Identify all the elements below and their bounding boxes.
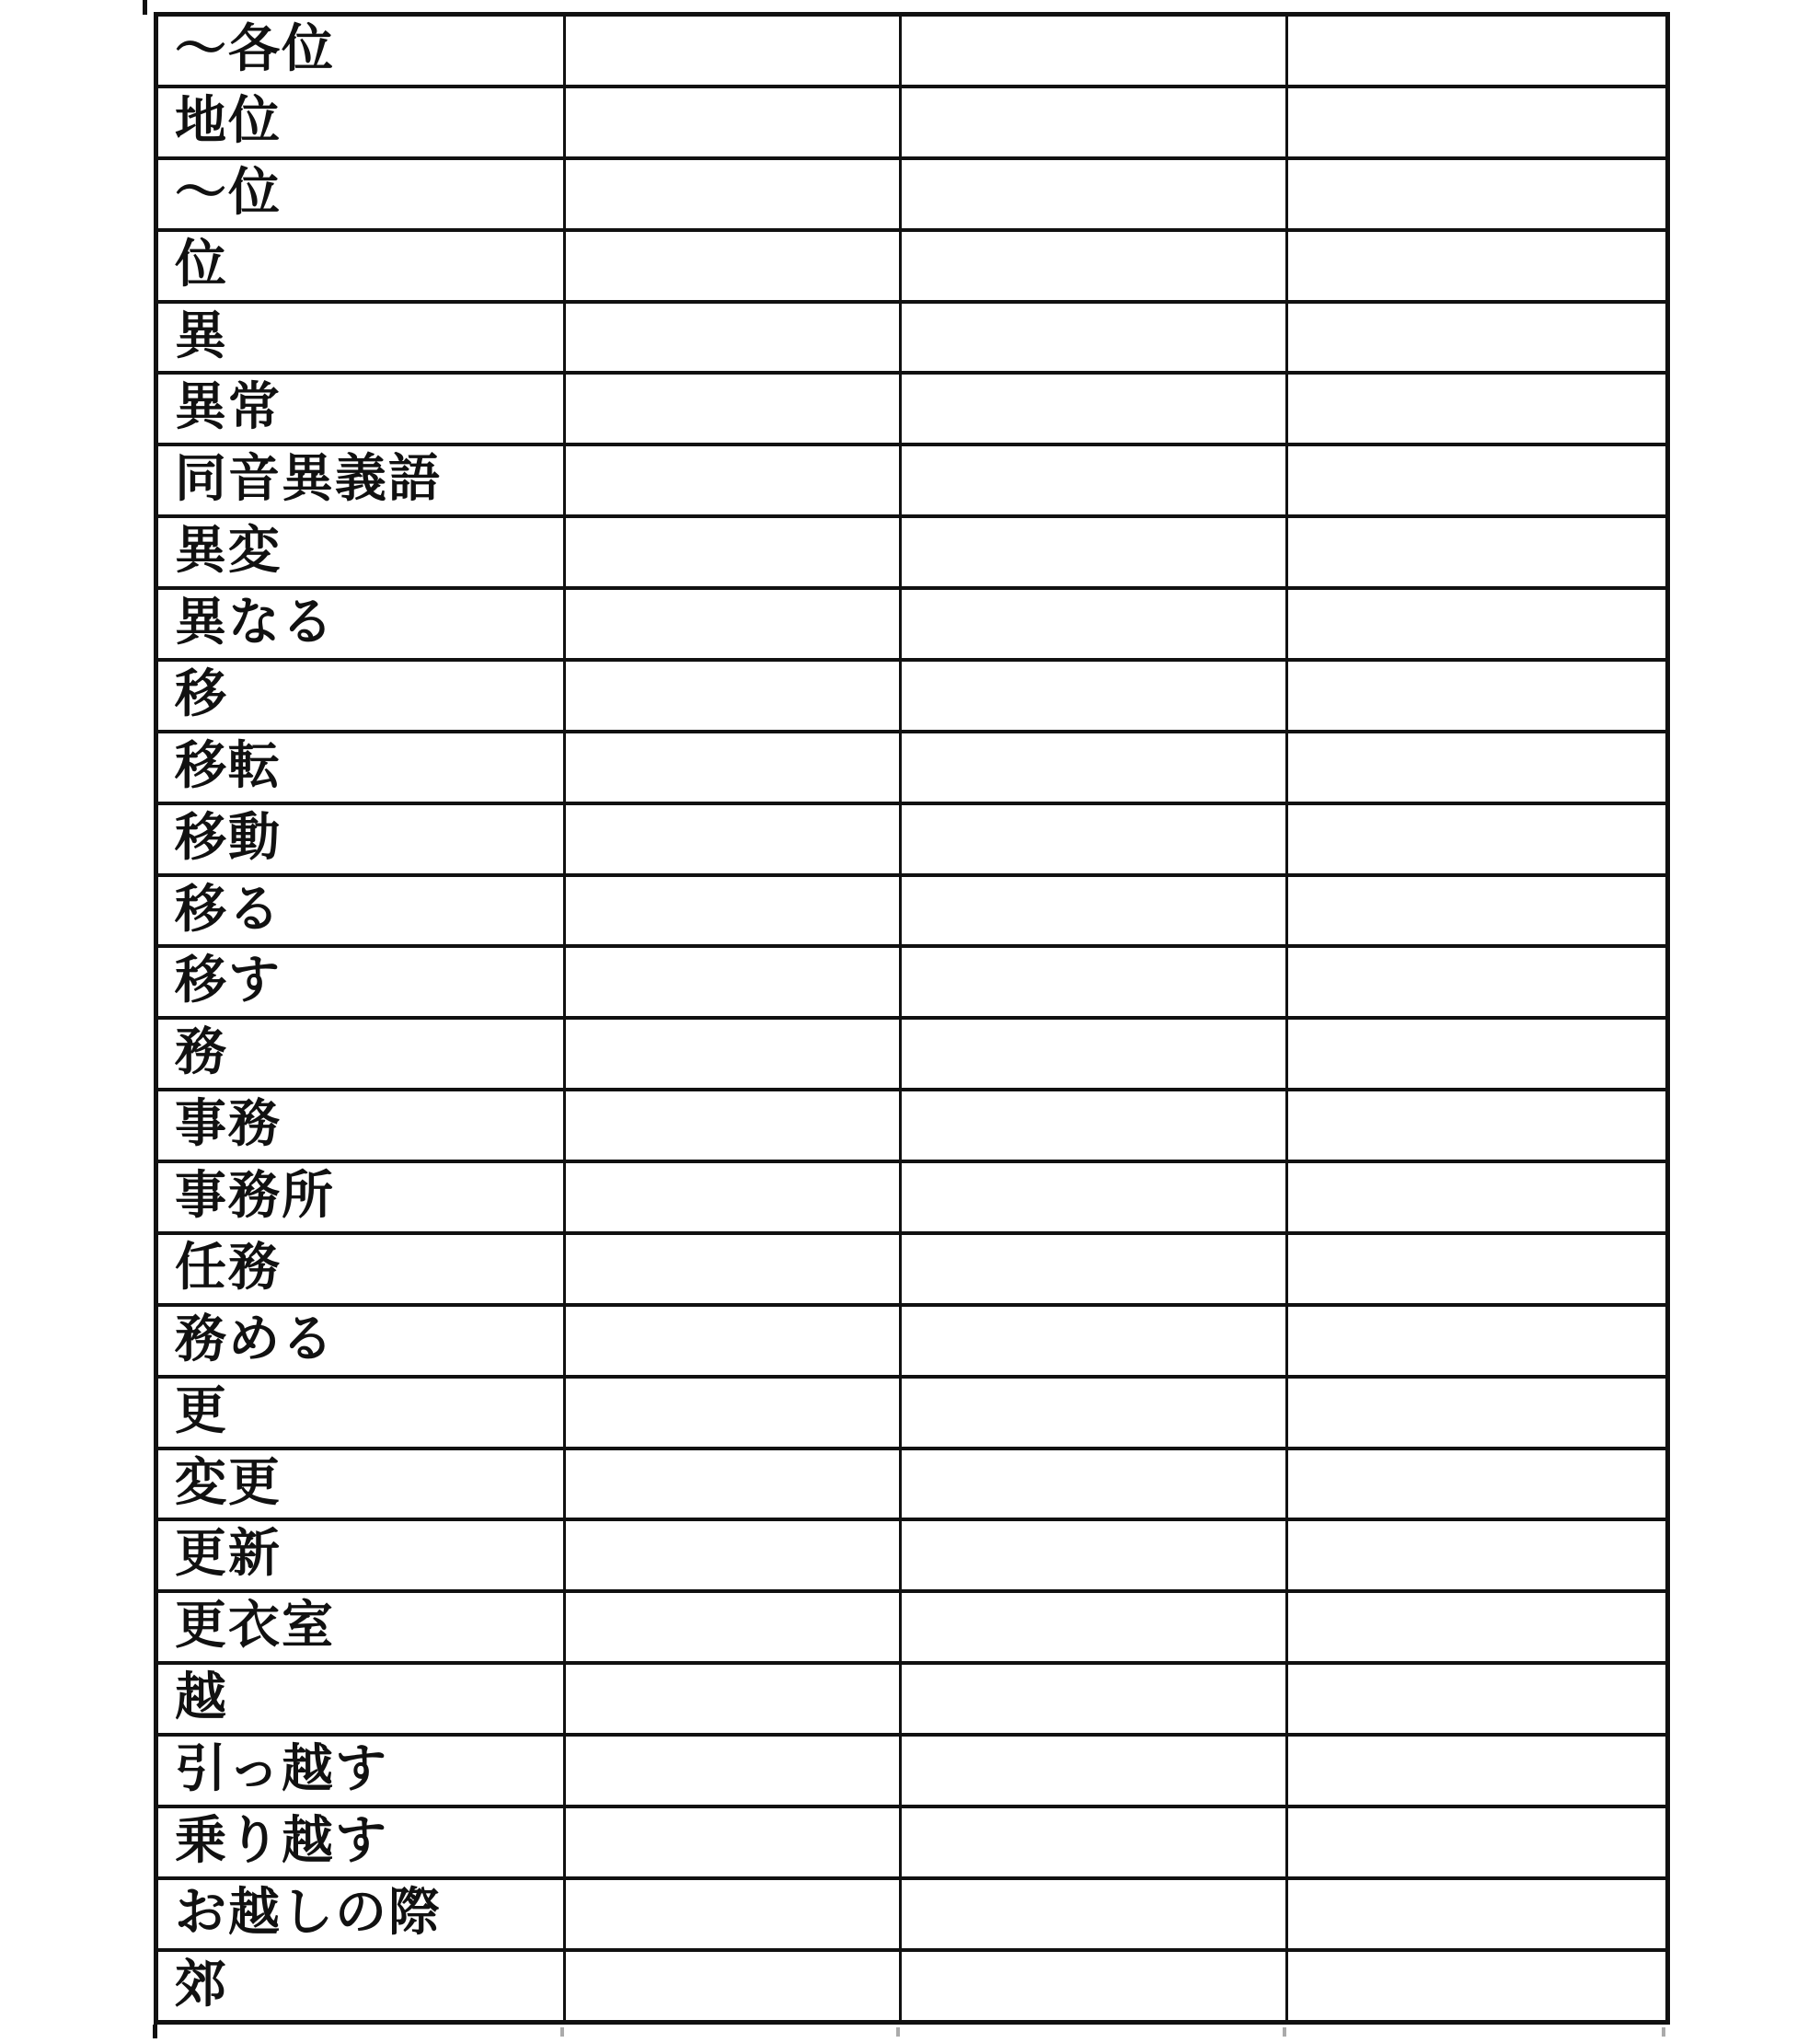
empty-cell — [1287, 15, 1668, 87]
gridline-stub-top — [143, 0, 147, 15]
empty-cell — [901, 1735, 1287, 1806]
table-row — [156, 373, 1668, 444]
word-cell: 務める — [156, 1305, 565, 1377]
empty-cell — [565, 1735, 901, 1806]
empty-cell — [901, 660, 1287, 732]
empty-cell — [901, 732, 1287, 803]
empty-cell — [1287, 660, 1668, 732]
table-row — [156, 1377, 1668, 1449]
empty-cell — [901, 1305, 1287, 1377]
table-row — [156, 1735, 1668, 1806]
word-cell: 務 — [156, 1018, 565, 1090]
empty-cell — [901, 444, 1287, 516]
word-cell: 事務 — [156, 1090, 565, 1161]
table-row — [156, 732, 1668, 803]
empty-cell — [1287, 1806, 1668, 1878]
word-cell: 異 — [156, 302, 565, 374]
empty-cell — [1287, 230, 1668, 302]
table-row — [156, 444, 1668, 516]
table-row — [156, 588, 1668, 660]
empty-cell — [1287, 373, 1668, 444]
empty-cell — [1287, 946, 1668, 1018]
empty-cell — [901, 15, 1287, 87]
empty-cell — [901, 1663, 1287, 1735]
empty-cell — [901, 1878, 1287, 1950]
table-row — [156, 1878, 1668, 1950]
gridline-stub-bottom — [1662, 2027, 1665, 2037]
empty-cell — [565, 302, 901, 374]
empty-cell — [565, 732, 901, 803]
empty-cell — [901, 1233, 1287, 1305]
empty-cell — [565, 230, 901, 302]
empty-cell — [901, 230, 1287, 302]
empty-cell — [565, 803, 901, 875]
empty-cell — [1287, 1663, 1668, 1735]
empty-cell — [901, 1806, 1287, 1878]
empty-cell — [1287, 444, 1668, 516]
empty-cell — [1287, 1233, 1668, 1305]
empty-cell — [565, 1233, 901, 1305]
empty-cell — [1287, 588, 1668, 660]
empty-cell — [565, 1591, 901, 1663]
empty-cell — [565, 946, 901, 1018]
word-cell: 異常 — [156, 373, 565, 444]
word-cell: 郊 — [156, 1950, 565, 2023]
empty-cell — [1287, 1090, 1668, 1161]
table-row — [156, 1233, 1668, 1305]
empty-cell — [565, 15, 901, 87]
empty-cell — [1287, 1950, 1668, 2023]
empty-cell — [565, 1519, 901, 1591]
word-cell: 移転 — [156, 732, 565, 803]
empty-cell — [1287, 516, 1668, 588]
empty-cell — [565, 1377, 901, 1449]
table-row — [156, 1806, 1668, 1878]
word-cell: 位 — [156, 230, 565, 302]
empty-cell — [1287, 1591, 1668, 1663]
empty-cell — [565, 588, 901, 660]
empty-cell — [1287, 1449, 1668, 1520]
table-row — [156, 1018, 1668, 1090]
empty-cell — [1287, 87, 1668, 158]
empty-cell — [565, 1018, 901, 1090]
word-cell: 事務所 — [156, 1161, 565, 1233]
table-row — [156, 15, 1668, 87]
empty-cell — [565, 1806, 901, 1878]
empty-cell — [901, 1449, 1287, 1520]
word-cell: 更新 — [156, 1519, 565, 1591]
empty-cell — [565, 373, 901, 444]
empty-cell — [565, 875, 901, 947]
empty-cell — [901, 803, 1287, 875]
word-cell: 更 — [156, 1377, 565, 1449]
empty-cell — [1287, 1161, 1668, 1233]
empty-cell — [565, 87, 901, 158]
word-cell: 異変 — [156, 516, 565, 588]
table-row — [156, 1305, 1668, 1377]
word-cell: お越しの際 — [156, 1878, 565, 1950]
vocab-table — [154, 12, 1670, 2025]
word-cell: 移 — [156, 660, 565, 732]
table-row — [156, 230, 1668, 302]
empty-cell — [1287, 1018, 1668, 1090]
table-row — [156, 1090, 1668, 1161]
empty-cell — [901, 516, 1287, 588]
empty-cell — [565, 1090, 901, 1161]
gridline-stub-bottom — [560, 2027, 564, 2037]
word-cell: ～各位 — [156, 15, 565, 87]
table-row — [156, 946, 1668, 1018]
empty-cell — [565, 1663, 901, 1735]
word-cell: 変更 — [156, 1449, 565, 1520]
word-cell: 越 — [156, 1663, 565, 1735]
empty-cell — [901, 1090, 1287, 1161]
vocab-table-body — [156, 15, 1668, 2023]
table-row — [156, 875, 1668, 947]
empty-cell — [565, 1305, 901, 1377]
empty-cell — [901, 1161, 1287, 1233]
empty-cell — [565, 1449, 901, 1520]
gridline-stub-bottom — [153, 2025, 157, 2038]
empty-cell — [901, 1018, 1287, 1090]
table-row — [156, 516, 1668, 588]
table-row — [156, 87, 1668, 158]
gridline-stub-bottom — [896, 2027, 900, 2037]
table-row — [156, 1519, 1668, 1591]
empty-cell — [565, 1878, 901, 1950]
empty-cell — [901, 373, 1287, 444]
word-cell: 地位 — [156, 87, 565, 158]
empty-cell — [1287, 1878, 1668, 1950]
empty-cell — [901, 87, 1287, 158]
empty-cell — [1287, 1305, 1668, 1377]
empty-cell — [901, 875, 1287, 947]
word-cell: 移動 — [156, 803, 565, 875]
word-cell: 引っ越す — [156, 1735, 565, 1806]
table-row — [156, 1950, 1668, 2023]
word-cell: 更衣室 — [156, 1591, 565, 1663]
empty-cell — [1287, 158, 1668, 230]
empty-cell — [565, 158, 901, 230]
empty-cell — [901, 588, 1287, 660]
table-row — [156, 1663, 1668, 1735]
empty-cell — [565, 660, 901, 732]
empty-cell — [1287, 1519, 1668, 1591]
empty-cell — [565, 1950, 901, 2023]
word-cell: 同音異義語 — [156, 444, 565, 516]
empty-cell — [1287, 732, 1668, 803]
word-cell: 任務 — [156, 1233, 565, 1305]
table-row — [156, 1449, 1668, 1520]
table-row — [156, 158, 1668, 230]
empty-cell — [565, 1161, 901, 1233]
word-cell: 異なる — [156, 588, 565, 660]
empty-cell — [901, 1591, 1287, 1663]
empty-cell — [901, 1950, 1287, 2023]
word-cell: ～位 — [156, 158, 565, 230]
word-cell: 移す — [156, 946, 565, 1018]
empty-cell — [1287, 875, 1668, 947]
empty-cell — [1287, 1377, 1668, 1449]
word-cell: 乗り越す — [156, 1806, 565, 1878]
table-row — [156, 302, 1668, 374]
empty-cell — [565, 444, 901, 516]
word-cell: 移る — [156, 875, 565, 947]
table-row — [156, 1591, 1668, 1663]
empty-cell — [901, 158, 1287, 230]
empty-cell — [565, 516, 901, 588]
empty-cell — [901, 946, 1287, 1018]
empty-cell — [901, 1519, 1287, 1591]
table-row — [156, 1161, 1668, 1233]
empty-cell — [1287, 803, 1668, 875]
table-row — [156, 803, 1668, 875]
table-row — [156, 660, 1668, 732]
empty-cell — [901, 1377, 1287, 1449]
gridline-stub-bottom — [1283, 2027, 1286, 2037]
empty-cell — [1287, 1735, 1668, 1806]
empty-cell — [1287, 302, 1668, 374]
empty-cell — [901, 302, 1287, 374]
